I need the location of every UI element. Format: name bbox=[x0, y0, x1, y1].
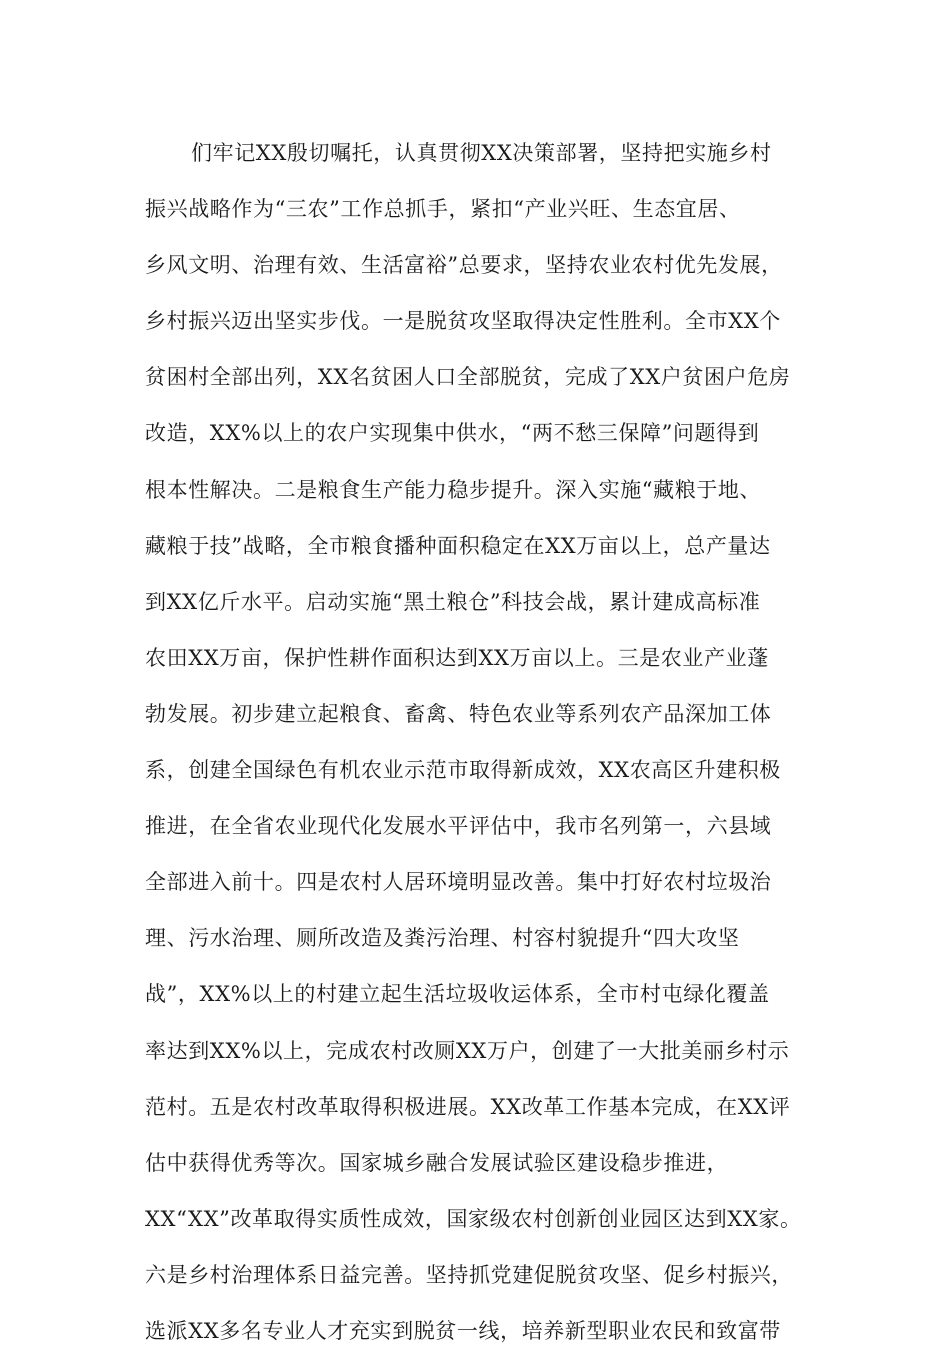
text-line: 们牢记XX殷切嘱托，认真贯彻XX决策部署，坚持把实施乡村 bbox=[191, 141, 772, 165]
text-line: XX“XX”改革取得实质性成效，国家级农村创新创业园区达到XX家。 bbox=[145, 1206, 802, 1231]
text-line: 乡风文明、治理有效、生活富裕”总要求，坚持农业农村优先发展， bbox=[145, 253, 783, 278]
text-line: 率达到XX%以上，完成农村改厕XX万户，创建了一大批美丽乡村示 bbox=[145, 1038, 790, 1063]
text-line: 估中获得优秀等次。国家城乡融合发展试验区建设稳步推进， bbox=[145, 1150, 729, 1175]
text-line: 范村。五是农村改革取得积极进展。XX改革工作基本完成，在XX评 bbox=[145, 1094, 791, 1119]
text-line: 振兴战略作为“三农”工作总抓手，紧扣“产业兴旺、生态宜居、 bbox=[145, 197, 741, 222]
text-line: 勃发展。初步建立起粮食、畜禽、特色农业等系列农产品深加工体 bbox=[145, 701, 772, 726]
text-line: 农田XX万亩，保护性耕作面积达到XX万亩以上。三是农业产业蓬 bbox=[145, 645, 769, 670]
text-line: 选派XX多名专业人才充实到脱贫一线，培养新型职业农民和致富带 bbox=[145, 1318, 781, 1343]
text-line: 理、污水治理、厕所改造及粪污治理、村容村貌提升“四大攻坚 bbox=[145, 926, 740, 951]
text-line: 改造，XX%以上的农户实现集中供水，“两不愁三保障”问题得到 bbox=[145, 421, 760, 446]
text-line: 藏粮于技”战略，全市粮食播种面积稳定在XX万亩以上，总产量达 bbox=[145, 533, 771, 558]
body-paragraph bbox=[145, 130, 845, 1364]
text-line: 全部进入前十。四是农村人居环境明显改善。集中打好农村垃圾治 bbox=[145, 870, 772, 895]
text-line: 系，创建全国绿色有机农业示范市取得新成效，XX农高区升建积极 bbox=[145, 758, 781, 783]
text-line: 到XX亿斤水平。启动实施“黑土粮仓”科技会战，累计建成高标准 bbox=[145, 589, 761, 614]
text-line: 乡村振兴迈出坚实步伐。一是脱贫攻坚取得决定性胜利。全市XX个 bbox=[145, 309, 781, 334]
text-line: 根本性解决。二是粮食生产能力稳步提升。深入实施“藏粮于地、 bbox=[145, 477, 762, 502]
text-line: 六是乡村治理体系日益完善。坚持抓党建促脱贫攻坚、促乡村振兴， bbox=[145, 1262, 793, 1287]
text-line: 推进，在全省农业现代化发展水平评估中，我市名列第一，六县域 bbox=[145, 814, 772, 839]
text-line: 贫困村全部出列，XX名贫困人口全部脱贫，完成了XX户贫困户危房 bbox=[145, 365, 791, 390]
text-line: 战”，XX%以上的村建立起生活垃圾收运体系，全市村屯绿化覆盖 bbox=[145, 982, 770, 1007]
